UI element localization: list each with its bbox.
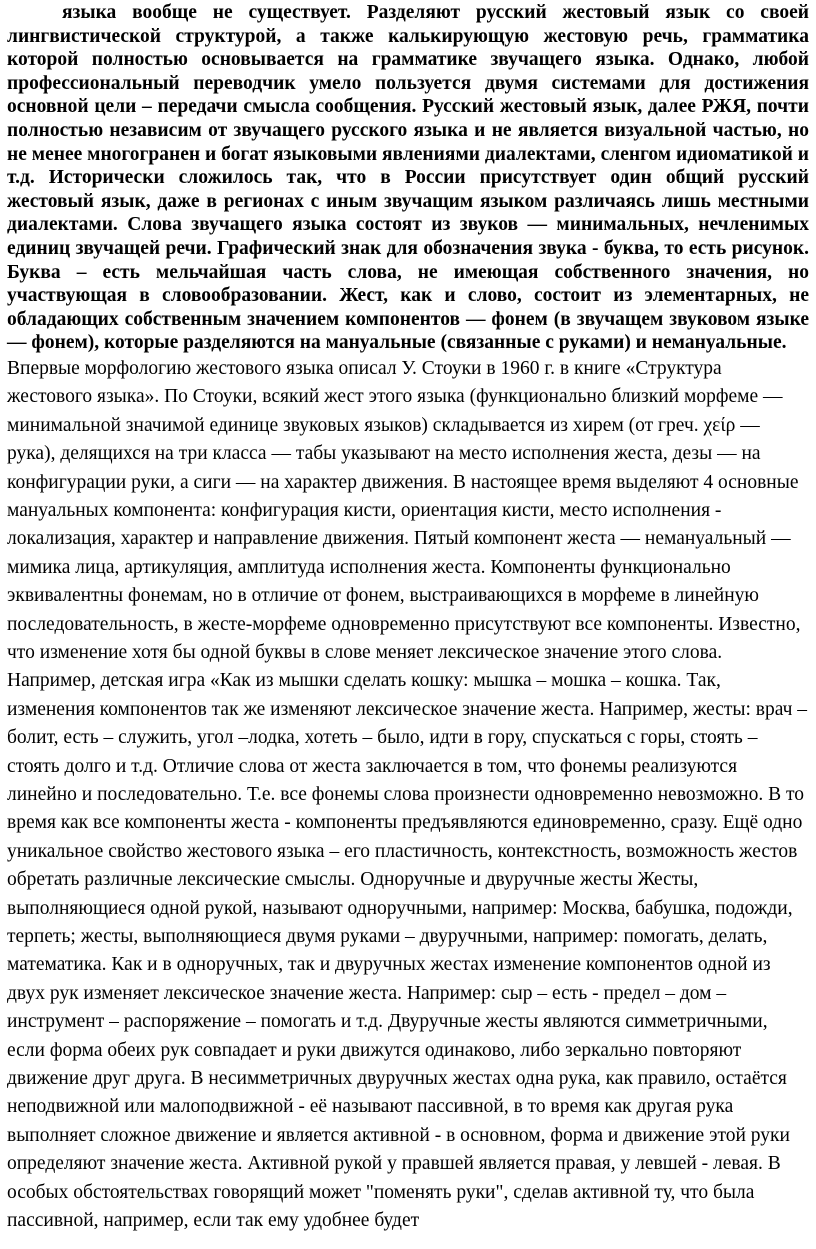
paragraph-2: Впервые морфологию жестового языка описал У. Стоуки в 1960 г. в книге «Структура жестового языка». По Стоуки, всякий жест этого языка (функционально близкий морфеме — минимальной значимой единице звуковых языков) складывается из хирем (от греч. χείρ — рука), делящихся на три класса — табы указывают на место исполнения жеста, дезы — на конфигурации руки, а сиги — на характер движения. В настоящее время выделяют 4 основные мануальных компонента: конфигурация кисти, ориентация кисти, место исполнения - локализация, характер и направление движения. Пятый компонент жеста — немануальный — мимика лица, артикуляция, амплитуда исполнения жеста. Компоненты функционально эквивалентны фонемам, но в отличие от фонем, выстраивающихся в морфеме в линейную последовательность, в жесте-морфеме одновременно присутствуют все компоненты. Известно, что изменение хотя бы одной буквы в слове меняет лексическое значение этого слова. Например, детская игра «Как из мышки сделать кошку: мышка – мошка – кошка. Так, изменения компонентов так же изменяют лексическое значение жеста. Например, жесты: врач – болит, есть – служить, угол –лодка, хотеть – было, идти в гору, спускаться с горы, стоять – стоять долго и т.д. Отличие слова от жеста заключается в том, что фонемы реализуются линейно и последовательно. Т.е. все фонемы слова произнести одновременно невозможно. В то время как все компоненты жеста - компоненты предъявляются единовременно, сразу. Ещё одно уникальное свойство жестового языка – его пластичность, контекстность, возможность жестов обретать различные лексические смыслы. Одноручные и двуручные жесты Жесты, выполняющиеся одной рукой, называют одноручными, например: Москва, бабушка, подожди, терпеть; жесты, выполняющиеся двумя руками – двуручными, например: помогать, делать, математика. Как и в одноручных, так и двуручных жестах изменение компонентов одной из двух рук изменяет лексическое значение жеста. Например: сыр – есть - предел – дом – инструмент – распоряжение – помогать и т.д. Двуручные жесты являются симметричными, если форма обеих рук совпадает и руки движутся одинаково, либо зеркально повторяют движение друг друга. В несимметричных двуручных жестах одна рука, как правило, остаётся неподвижной или малоподвижной - её называют пассивной, в то время как другая рука выполняет сложное движение и является активной - в основном, форма и движение этой руки определяют значение жеста. Активной рукой у правшей является правая, у левшей - левая. В особых обстоятельствах говорящий может "поменять руки", сделав активной ту, что была пассивной, например, если так ему удобнее будет (7, 357, 808, 1232)
paragraph-1: языка вообще не существует. Разделяют русский жестовый язык со своей лингвистической структурой, а также калькирующую жестовую речь, грамматика которой полностью основывается на грамматике звучащего языка. Однако, любой профессиональный переводчик умело пользуется двумя системами для достижения основной цели – передачи смысла сообщения. Русский жестовый язык, далее РЖЯ, почти полностью независим от звучащего русского языка и не является визуальной частью, но не менее многогранен и богат языковыми явлениями диалектами, сленгом идиоматикой и т.д. Исторически сложилось так, что в России присутствует один общий русский жестовый язык, даже в регионах с иным звучащим языком различаясь лишь местными диалектами. Слова звучащего языка состоят из звуков — минимальных, нечленимых единиц звучащей речи. Графический знак для обозначения звука - буква, то есть рисунок. Буква – есть мельчайшая часть слова, не имеющая собственного значения, но участвующая в словообразовании. Жест, как и слово, состоит из элементарных, не обладающих собственным значением компонентов — фонем (в звучащем звуковом языке — фонем), которые разделяются на мануальные (связанные с руками) и немануальные. (7, 2, 809, 354)
